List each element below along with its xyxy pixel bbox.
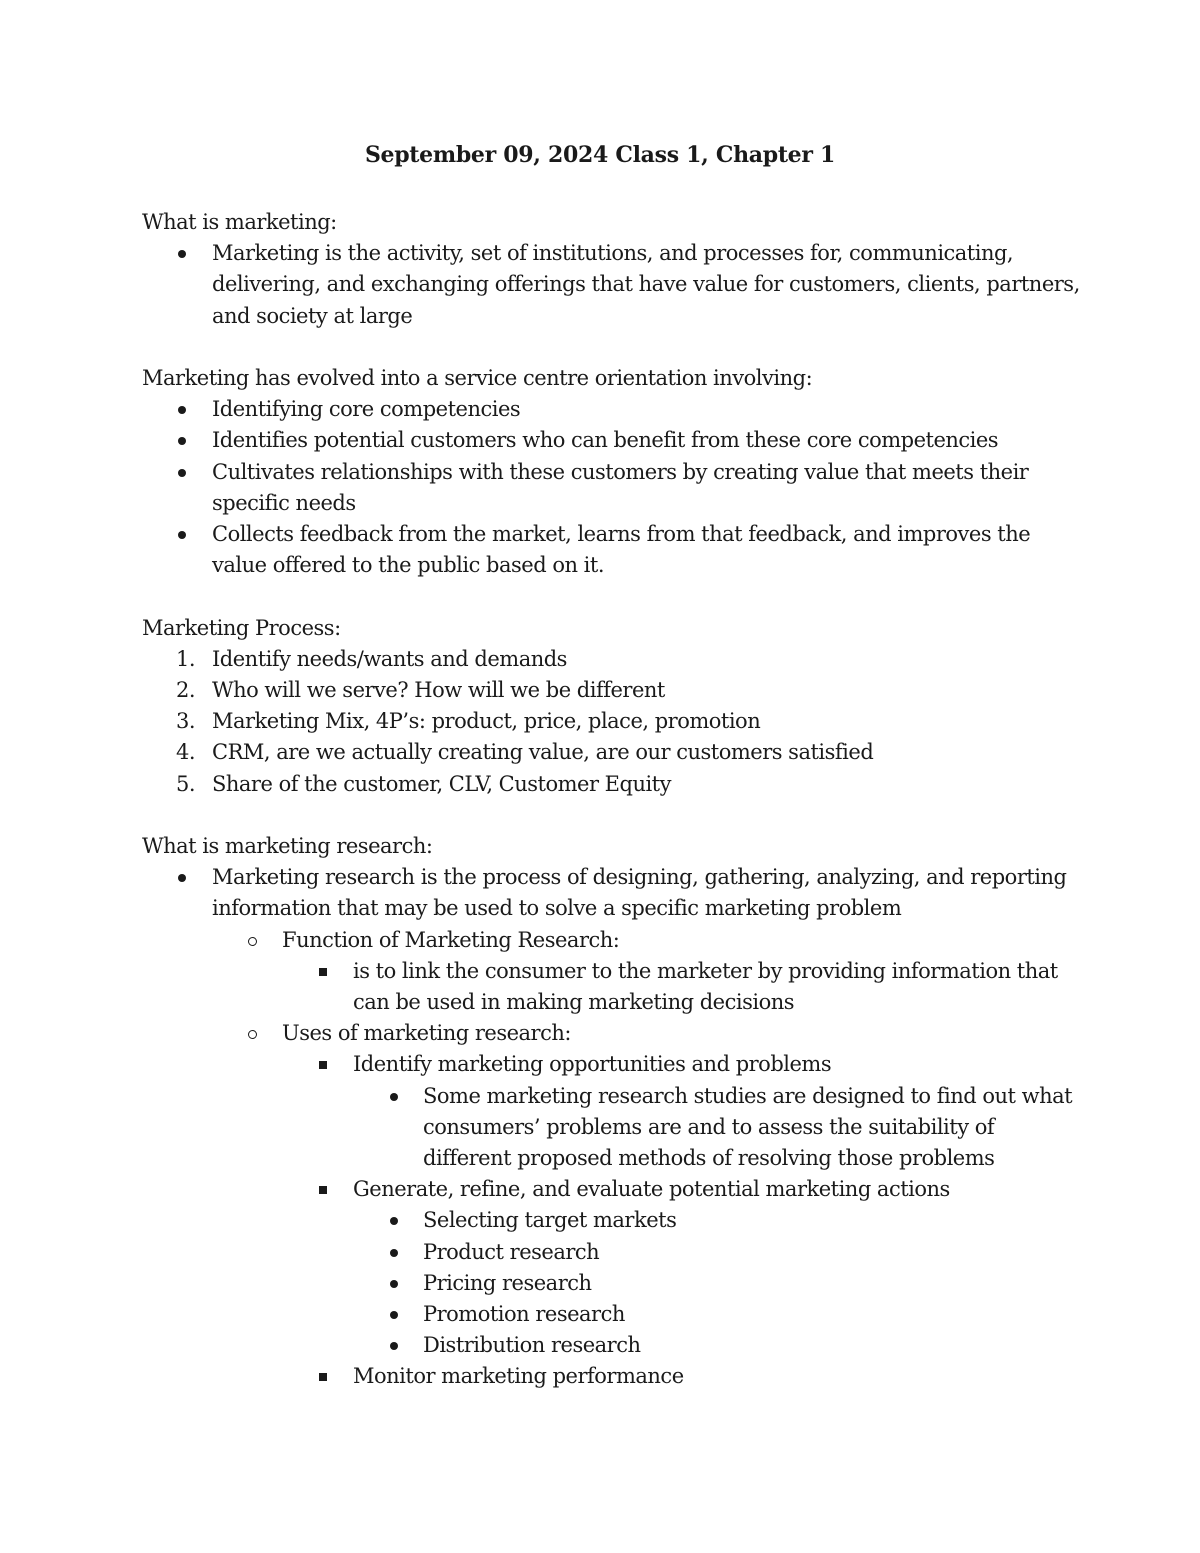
deep-list-item xyxy=(142,1205,1082,1236)
list-item-text: Product research xyxy=(423,1239,600,1264)
document-body xyxy=(142,207,1082,1393)
section-heading-marketing-research: What is marketing research: xyxy=(142,834,433,859)
marketing-process-list xyxy=(142,644,1082,800)
list-item-text: Monitor marketing performance xyxy=(353,1364,684,1389)
numbered-item xyxy=(142,769,1082,800)
list-item xyxy=(142,425,1082,456)
list-item-text: Some marketing research studies are designed to find out what consumers’ problems are and to assess the suitability of different proposed methods of resolving those problems xyxy=(423,1083,1073,1171)
section-heading-service-orientation: Marketing has evolved into a service centre orientation involving: xyxy=(142,366,813,390)
list-item-text: Marketing is the activity, set of institutions, and processes for, communicating, delivering, and exchanging offerings that have value for customers, clients, partners, and society at large xyxy=(212,241,1080,328)
deep-list-item xyxy=(142,1081,1082,1175)
list-item xyxy=(142,519,1082,581)
list-item-text: Selecting target markets xyxy=(423,1208,677,1233)
sub-list-item xyxy=(142,1018,1082,1049)
list-item xyxy=(142,394,1082,425)
section-heading-marketing-process: Marketing Process: xyxy=(142,615,341,640)
numbered-item xyxy=(142,675,1082,706)
sub-list-item xyxy=(142,925,1082,956)
section-heading-what-is-marketing: What is marketing: xyxy=(142,210,337,234)
numbered-item xyxy=(142,706,1082,737)
list-item xyxy=(142,862,1082,924)
sub-sub-list-item xyxy=(142,1174,1082,1205)
list-item-text: Who will we serve? How will we be different xyxy=(212,678,665,703)
deep-list-item xyxy=(142,1299,1082,1330)
list-item-text: Share of the customer, CLV, Customer Equity xyxy=(212,771,671,796)
list-item-text: CRM, are we actually creating value, are our customers satisfied xyxy=(212,740,874,765)
numbered-item xyxy=(142,644,1082,675)
deep-list-item xyxy=(142,1237,1082,1268)
service-orientation-list xyxy=(142,394,1082,581)
page-title: September 09, 2024 Class 1, Chapter 1 xyxy=(364,142,836,168)
numbered-item xyxy=(142,737,1082,768)
item-number: 4. xyxy=(176,740,196,765)
item-number: 3. xyxy=(176,709,196,734)
list-item-text: Marketing research is the process of designing, gathering, analyzing, and reporting information that may be used to solve a specific marketing problem xyxy=(212,865,1067,921)
item-number: 5. xyxy=(176,771,196,796)
sub-sub-list-item xyxy=(142,1049,1082,1080)
list-item xyxy=(142,457,1082,519)
item-number: 1. xyxy=(176,646,196,671)
list-item-text: Collects feedback from the market, learns from that feedback, and improves the value offered to the public based on it. xyxy=(212,522,1031,578)
list-item-text: Cultivates relationships with these customers by creating value that meets their specific needs xyxy=(212,459,1029,515)
list-item-text: Identifies potential customers who can benefit from these core competencies xyxy=(212,428,999,453)
list-item-text: Promotion research xyxy=(423,1302,625,1327)
list-item-text: Distribution research xyxy=(423,1333,641,1358)
item-number: 2. xyxy=(176,678,196,703)
list-item-text: Uses of marketing research: xyxy=(282,1021,571,1046)
list-item-text: Function of Marketing Research: xyxy=(282,927,620,952)
marketing-definition-list xyxy=(142,238,1082,332)
list-item-text: is to link the consumer to the marketer by providing information that can be used in making marketing decisions xyxy=(353,958,1058,1015)
list-item xyxy=(142,238,1082,332)
sub-sub-list-item xyxy=(142,1361,1082,1392)
list-item-text: Identify needs/wants and demands xyxy=(212,646,567,671)
list-item-text: Generate, refine, and evaluate potential marketing actions xyxy=(353,1177,950,1202)
marketing-research-list xyxy=(142,862,1082,1392)
deep-list-item xyxy=(142,1268,1082,1299)
list-item-text: Identify marketing opportunities and problems xyxy=(353,1052,832,1077)
list-item-text: Marketing Mix, 4P’s: product, price, place, promotion xyxy=(212,709,761,734)
list-item-text: Identifying core competencies xyxy=(212,397,521,422)
list-item-text: Pricing research xyxy=(423,1270,592,1295)
deep-list-item xyxy=(142,1330,1082,1361)
sub-sub-list-item xyxy=(142,956,1082,1018)
